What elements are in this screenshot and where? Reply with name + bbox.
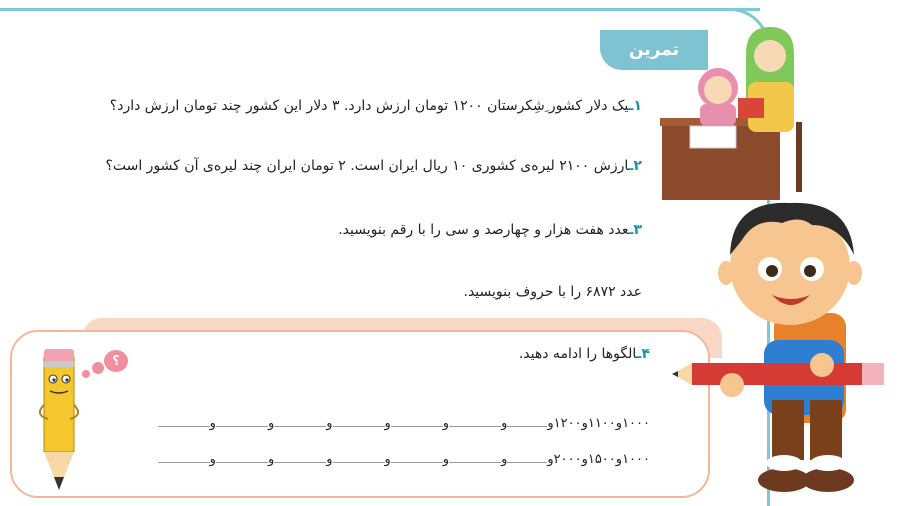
question-1-text: یک دلار کشور ِشِکرستان ۱۲۰۰ تومان ارزش دارد. ۳ دلار این کشور چند تومان ارزش دارد؟ — [109, 98, 629, 114]
blank[interactable] — [274, 426, 326, 427]
blank[interactable] — [507, 426, 547, 427]
boy-with-pencil-illustration — [672, 195, 892, 500]
pattern-row-1: ۱۰۰۰و۱۱۰۰و۱۲۰۰ووووووو — [158, 416, 650, 431]
thought-bubble-large: ؟ — [104, 350, 128, 372]
blank[interactable] — [449, 426, 501, 427]
question-2 — [105, 158, 642, 174]
blank[interactable] — [158, 426, 210, 427]
pattern-row-2: ۱۰۰۰و۱۵۰۰و۲۰۰۰ووووووو — [158, 452, 650, 467]
blank[interactable] — [449, 462, 501, 463]
blank[interactable] — [216, 462, 268, 463]
pattern-row-2-start: ۱۰۰۰و۱۵۰۰و۲۰۰۰و — [547, 452, 650, 467]
question-4-number: ۴ـ — [636, 346, 650, 362]
teacher-student-illustration — [660, 22, 820, 202]
question-3-number: ۳ـ — [628, 222, 642, 238]
top-border-line — [0, 8, 760, 11]
blank[interactable] — [158, 462, 210, 463]
question-2-number: ۲ـ — [628, 158, 642, 174]
blank[interactable] — [507, 462, 547, 463]
blank[interactable] — [333, 426, 385, 427]
question-3 — [338, 222, 642, 238]
question-2-text: ارزش ۲۱۰۰ لیره‌ی کشوری ۱۰ ریال ایران است. ۲ تومان ایران چند لیره‌ی آن کشور است؟ — [105, 158, 629, 174]
question-3-sub: عدد ۶۸۷۲ را با حروف بنویسید. — [463, 284, 642, 300]
blank[interactable] — [391, 462, 443, 463]
pencil-character-illustration — [30, 345, 90, 495]
blank[interactable] — [391, 426, 443, 427]
question-3-text: عدد هفت هزار و چهارصد و سی را با رقم بنویسید. — [338, 222, 629, 238]
exercise-tab: تمرین — [600, 30, 708, 70]
blank[interactable] — [274, 462, 326, 463]
blank[interactable] — [333, 462, 385, 463]
question-4-text: الگوها را ادامه دهید. — [518, 346, 637, 362]
question-4 — [519, 346, 650, 362]
pattern-row-1-start: ۱۰۰۰و۱۱۰۰و۱۲۰۰و — [547, 416, 650, 431]
question-1 — [110, 98, 642, 114]
question-1-number: ۱ـ — [628, 98, 642, 114]
blank[interactable] — [216, 426, 268, 427]
thought-bubble-medium — [92, 362, 104, 374]
